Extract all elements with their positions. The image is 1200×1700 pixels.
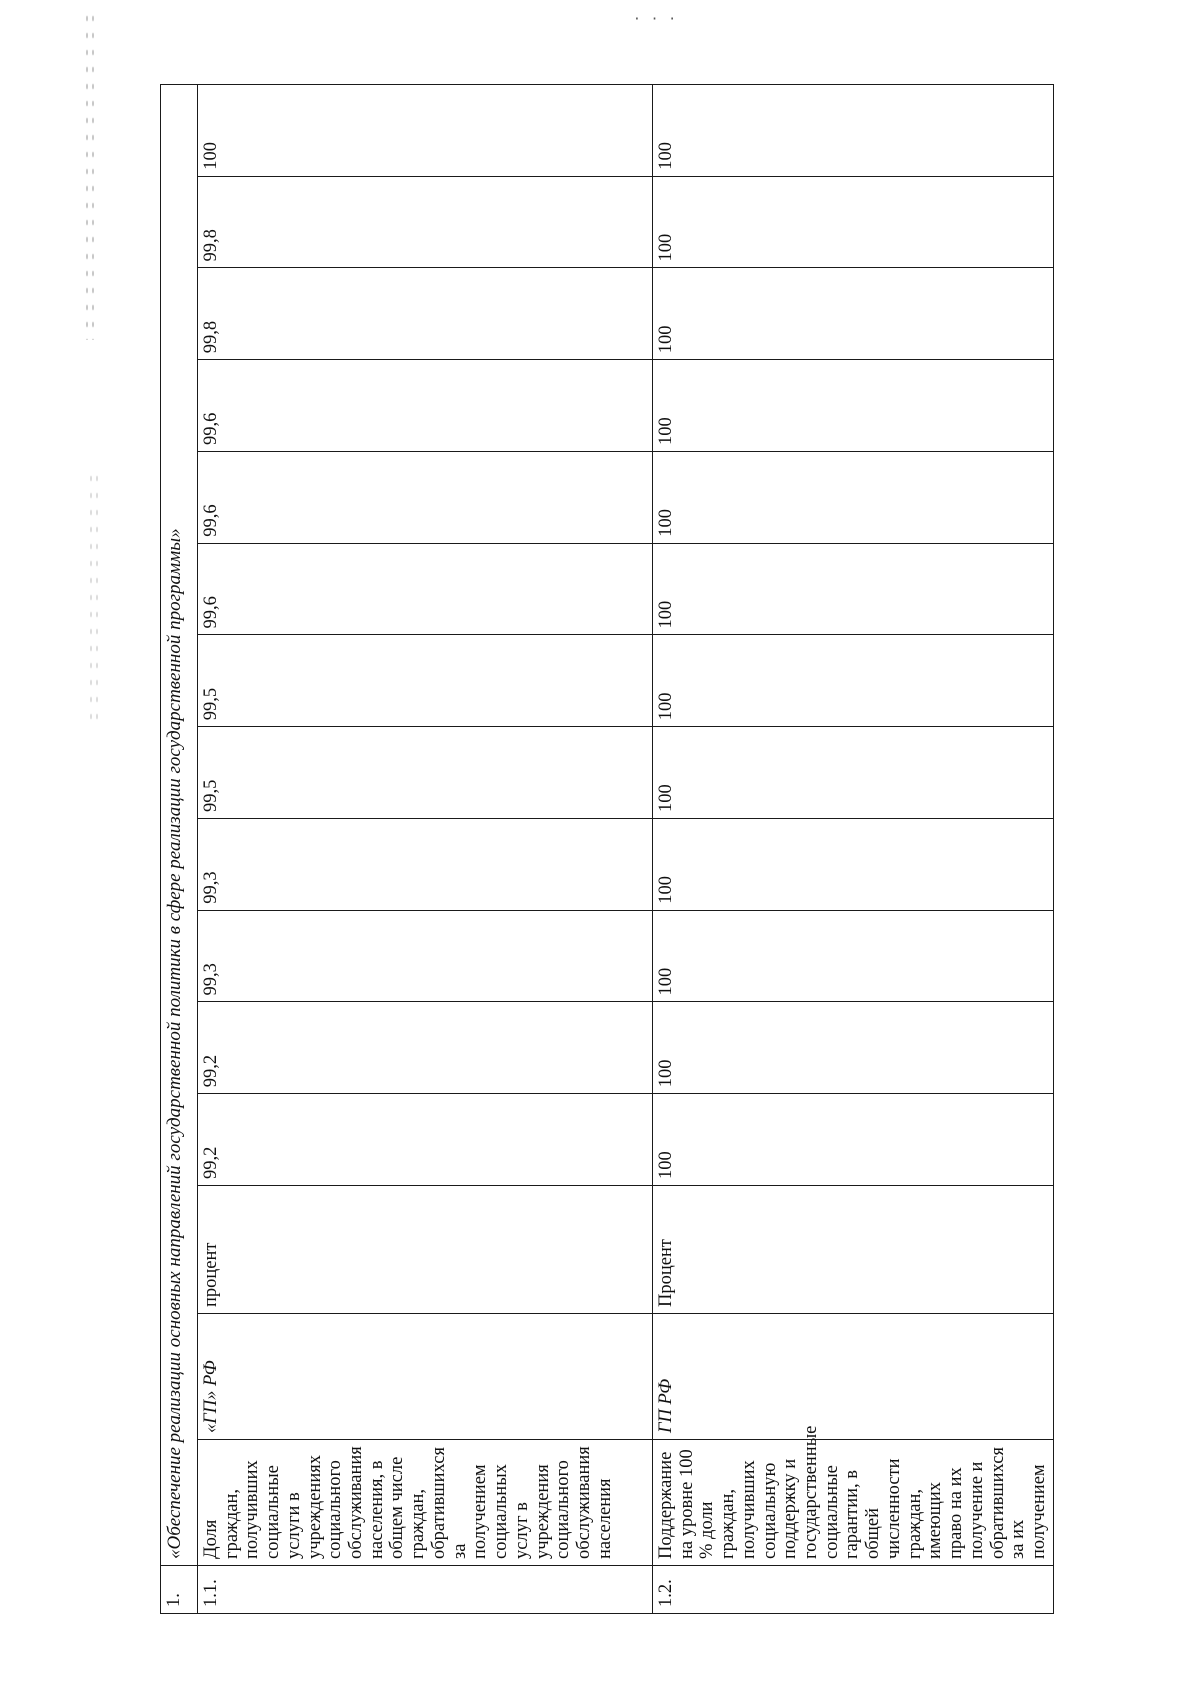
value-cell: 100 xyxy=(653,176,1054,268)
value-cell: 99,5 xyxy=(198,727,653,819)
scan-mark: · · · xyxy=(633,12,678,27)
value-cell: 99,8 xyxy=(198,268,653,360)
value-cell: 99,6 xyxy=(198,360,653,452)
value-cell: 99,5 xyxy=(198,635,653,727)
indicator-unit: процент xyxy=(198,1186,653,1314)
value-cell: 99,6 xyxy=(198,452,653,544)
section-row xyxy=(161,85,198,1614)
margin-specks xyxy=(88,470,100,720)
margin-specks xyxy=(84,10,96,340)
table-row xyxy=(198,85,653,1614)
value-cell: 99,8 xyxy=(198,176,653,268)
value-cell: 100 xyxy=(653,543,1054,635)
indicator-source: ГП РФ xyxy=(653,1314,1054,1440)
indicator-source: «ГП» РФ xyxy=(198,1314,653,1440)
value-cell: 100 xyxy=(653,1094,1054,1186)
rotated-table-container xyxy=(160,84,1049,1614)
indicators-table xyxy=(160,84,1054,1614)
value-cell: 100 xyxy=(653,819,1054,911)
value-cell: 100 xyxy=(653,727,1054,819)
value-cell: 100 xyxy=(198,85,653,177)
value-cell: 99,6 xyxy=(198,543,653,635)
section-number: 1. xyxy=(161,1566,198,1614)
value-cell: 100 xyxy=(653,910,1054,1002)
value-cell: 100 xyxy=(653,635,1054,727)
row-number: 1.2. xyxy=(653,1566,1054,1614)
section-title: «Обеспечение реализации основных направлений государственной политики в сфере реализации государственной программы» xyxy=(161,85,198,1566)
value-cell: 99,3 xyxy=(198,819,653,911)
indicator-name: Поддержание на уровне 100 % доли граждан, получивших социальную поддержку и государственные социальные гарантии, в общей численности граждан, имеющих право на их получение и обратившихся за их получением xyxy=(653,1440,1054,1566)
value-cell: 99,2 xyxy=(198,1002,653,1094)
row-number: 1.1. xyxy=(198,1566,653,1614)
value-cell: 99,3 xyxy=(198,910,653,1002)
table-row xyxy=(653,85,1054,1614)
indicator-unit: Процент xyxy=(653,1186,1054,1314)
value-cell: 100 xyxy=(653,360,1054,452)
value-cell: 100 xyxy=(653,452,1054,544)
value-cell: 100 xyxy=(653,85,1054,177)
value-cell: 100 xyxy=(653,1002,1054,1094)
value-cell: 100 xyxy=(653,268,1054,360)
indicator-name: Доля граждан, получивших социальные услуги в учреждениях социального обслуживания населения, в общем числе граждан, обратившихся за получением социальных услуг в учреждения социального обслуживания населения xyxy=(198,1440,653,1566)
value-cell: 99,2 xyxy=(198,1094,653,1186)
